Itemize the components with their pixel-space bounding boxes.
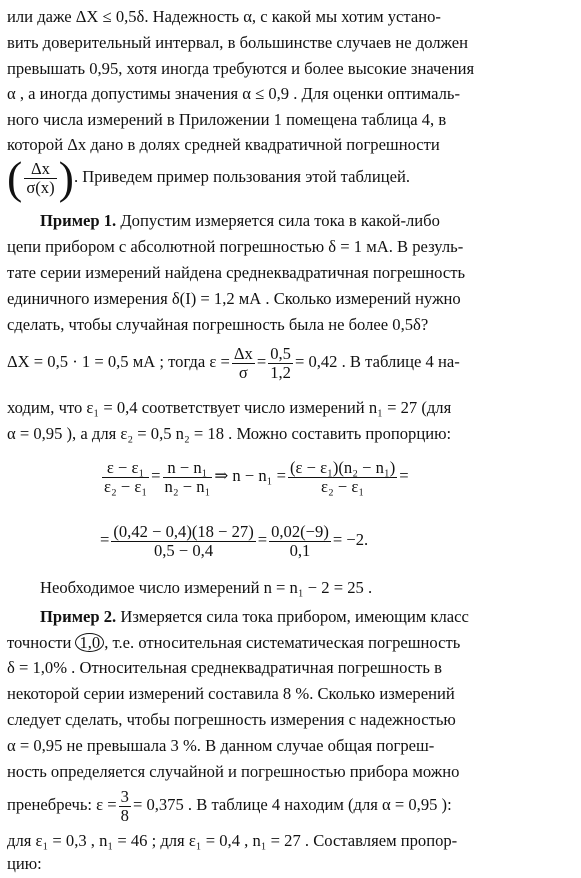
text-line: ность определяется случайной и погрешностью прибора можно bbox=[7, 762, 460, 781]
denominator: 0,5 − 0,4 bbox=[153, 540, 214, 560]
denominator: ε₂ − ε₁ bbox=[321, 476, 365, 496]
denominator: σ(x) bbox=[26, 177, 55, 197]
text-line: α = 0,95 ), а для ε₂ = 0,5 n₂ = 18 . Можно составить пропорцию: bbox=[7, 424, 452, 443]
formula-line bbox=[7, 340, 574, 384]
denominator: 1,2 bbox=[270, 362, 291, 382]
text-fragment: ΔX = 0,5 · 1 = 0,5 мА ; тогда ε = bbox=[7, 352, 230, 371]
fraction bbox=[288, 459, 397, 496]
denominator: ε₂ − ε₁ bbox=[104, 476, 148, 496]
numerator: n − n₁ bbox=[163, 459, 213, 478]
text-line: цию: bbox=[7, 854, 42, 873]
equation-calculation bbox=[100, 518, 570, 562]
text-line: Необходимое число измерений n = n₁ − 2 = 25 . bbox=[40, 578, 373, 597]
numerator: (0,42 − 0,4)(18 − 27) bbox=[113, 521, 254, 541]
circled-accuracy-class: 1,0 bbox=[75, 633, 104, 652]
fraction bbox=[102, 459, 149, 496]
fraction-3-8 bbox=[119, 788, 131, 825]
denominator: n₂ − n₁ bbox=[164, 476, 211, 496]
equals-sign: = bbox=[399, 466, 409, 485]
fraction bbox=[269, 523, 331, 560]
equals-sign: = bbox=[257, 530, 268, 549]
result-fragment: = −2. bbox=[332, 530, 369, 549]
text-line: некоторой серии измерений составила 8 %. Сколько измерений bbox=[7, 684, 455, 703]
text-fragment: Допустим измеряется сила тока в какой-либо bbox=[116, 211, 440, 230]
denominator: σ bbox=[238, 362, 248, 382]
text-line: ного числа измерений в Приложении 1 помещена таблица 4, в bbox=[7, 110, 447, 129]
text-line: превышать 0,95, хотя иногда требуются и более высокие значения bbox=[7, 59, 475, 78]
numerator: (ε − ε₁)(n₂ − n₁) bbox=[289, 457, 396, 477]
numerator: Δx bbox=[233, 343, 253, 363]
text-line: следует сделать, чтобы погрешность измерения с надежностью bbox=[7, 710, 456, 729]
text-fragment: = 0,375 . В таблице 4 находим (для α = 0,95 ): bbox=[132, 795, 452, 814]
equals-sign: = bbox=[256, 352, 267, 371]
denominator: 8 bbox=[120, 805, 129, 825]
text-line: сделать, чтобы случайная погрешность была не более 0,5δ? bbox=[7, 315, 429, 334]
fraction-dx-sigma bbox=[24, 160, 56, 197]
text-line: тате серии измерений найдена среднеквадратичная погрешность bbox=[7, 263, 466, 282]
text-line: единичного измерения δ(I) = 1,2 мА . Сколько измерений нужно bbox=[7, 289, 461, 308]
text-line: α = 0,95 не превышала 3 %. В данном случае общая погреш- bbox=[7, 736, 435, 755]
formula-line bbox=[7, 152, 574, 204]
denominator: 0,1 bbox=[289, 540, 311, 560]
text-fragment: = 0,42 . В таблице 4 на- bbox=[294, 352, 460, 371]
fraction-values bbox=[268, 345, 293, 382]
numerator: ε − ε₁ bbox=[102, 459, 149, 478]
equals-sign: = bbox=[100, 530, 110, 549]
implies-fragment: ⇒ n − n₁ = bbox=[214, 466, 286, 485]
text-fragment: точности bbox=[7, 633, 76, 652]
text-fragment: , т.е. относительная систематическая погрешность bbox=[104, 633, 461, 652]
formula-line bbox=[7, 783, 574, 827]
example-2-label: Пример 2. bbox=[40, 607, 117, 626]
example-1-heading-line bbox=[40, 210, 574, 232]
text-line: цепи прибором с абсолютной погрешностью δ = 1 мА. В резуль- bbox=[7, 237, 464, 256]
equation-proportion bbox=[100, 454, 570, 498]
numerator: 0,5 bbox=[270, 343, 291, 363]
text-fragment: Измеряется сила тока прибором, имеющим класс bbox=[116, 607, 469, 626]
text-fragment: пренебречь: ε = bbox=[7, 795, 117, 814]
fraction-dx-sigma bbox=[232, 345, 255, 382]
text-line: α , а иногда допустимы значения α ≤ 0,9 . Для оценки оптималь- bbox=[7, 84, 461, 103]
equals-sign: = bbox=[151, 466, 161, 485]
numerator: 3 bbox=[120, 786, 129, 806]
text-line: для ε₁ = 0,3 , n₁ = 46 ; для ε₁ = 0,4 , n₁ = 27 . Составляем пропор- bbox=[7, 831, 458, 850]
left-paren: ( bbox=[7, 152, 23, 204]
text-line: ходим, что ε₁ = 0,4 соответствует число измерений n₁ = 27 (для bbox=[7, 398, 452, 417]
fraction bbox=[111, 523, 255, 560]
text-line: вить доверительный интервал, в большинстве случаев не должен bbox=[7, 33, 469, 52]
numerator: Δx bbox=[24, 160, 56, 179]
example-1-label: Пример 1. bbox=[40, 211, 117, 230]
text-line: или даже ΔX ≤ 0,5δ. Надежность α, с какой мы хотим устано- bbox=[7, 7, 441, 26]
text-line bbox=[7, 632, 574, 654]
fraction bbox=[163, 459, 213, 496]
text-line: δ = 1,0% . Относительная среднеквадратичная погрешность в bbox=[7, 658, 442, 677]
right-paren: ) bbox=[58, 152, 74, 204]
text-line: которой Δx дано в долях средней квадратичной погрешности bbox=[7, 135, 440, 154]
numerator: 0,02(−9) bbox=[271, 521, 329, 541]
text-fragment: . Приведем пример пользования этой таблицей. bbox=[73, 167, 410, 186]
example-2-heading-line bbox=[40, 606, 574, 628]
